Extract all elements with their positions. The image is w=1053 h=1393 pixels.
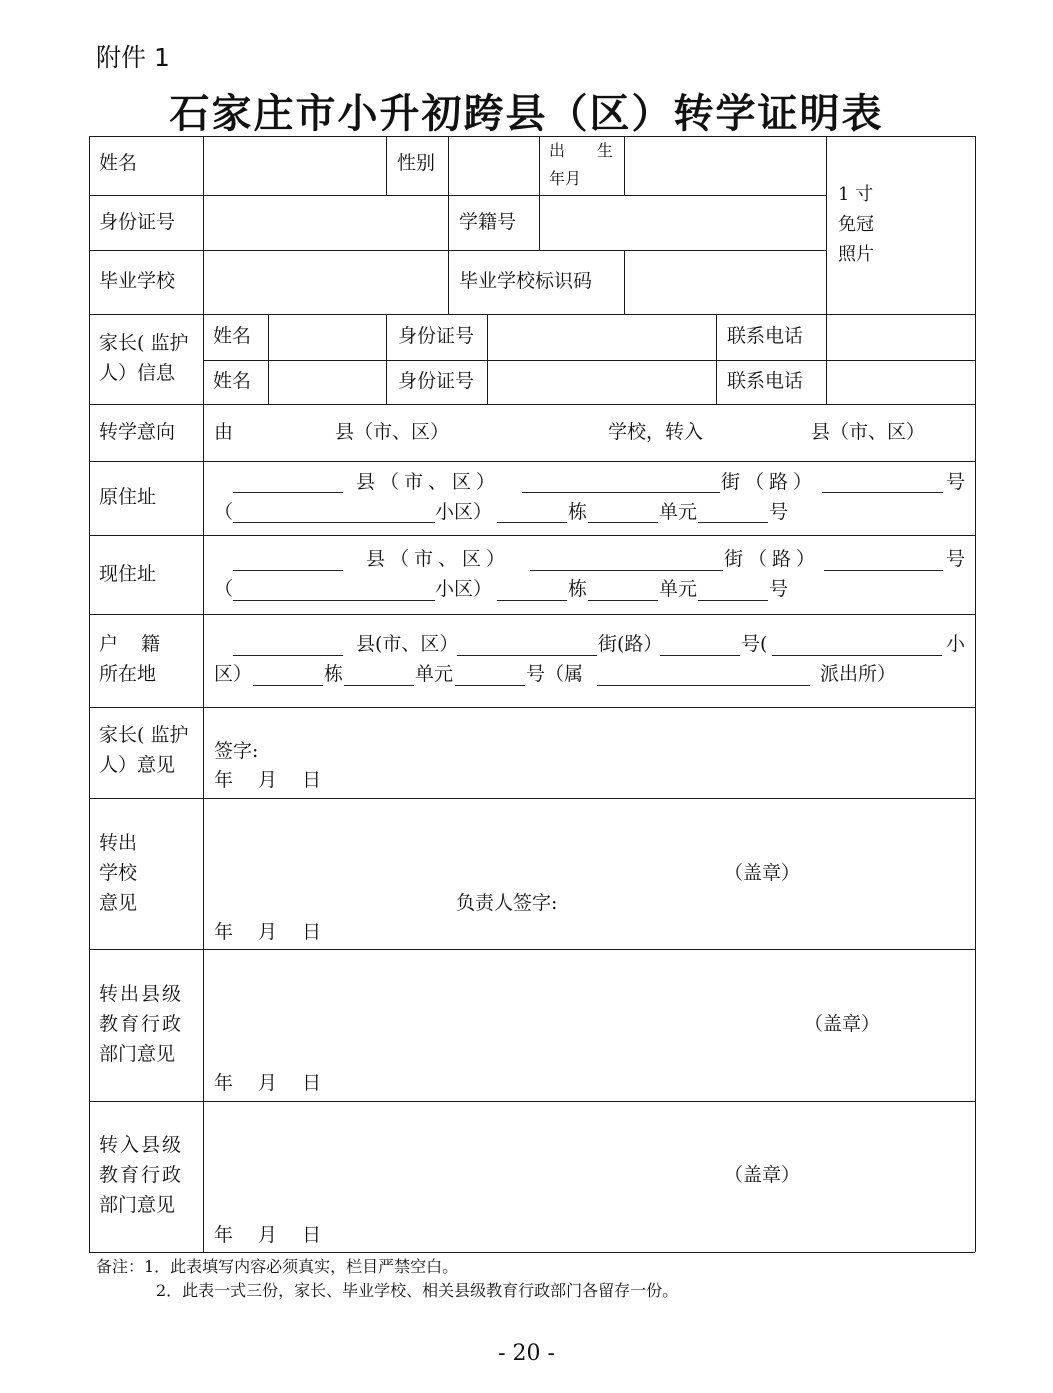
household-unit-text: 单元 xyxy=(415,663,454,685)
col-divider xyxy=(268,314,269,404)
in-county-stamp-text: （盖章） xyxy=(724,1164,801,1186)
id-number-label: 身份证号 xyxy=(99,211,176,233)
household-community-text-1: 小 xyxy=(946,633,966,655)
original-number-text: 号 xyxy=(946,471,966,493)
birth-label-line1: 出 生 xyxy=(549,141,614,160)
table-border-bottom xyxy=(89,1252,975,1253)
row-divider xyxy=(89,250,826,251)
current-community-text: 小区） xyxy=(435,578,493,600)
guardian-opinion-label-line2: 人）意见 xyxy=(99,754,176,776)
col-divider xyxy=(448,136,449,314)
current-unit-text: 单元 xyxy=(659,578,698,600)
guardian-signature-text: 签字: xyxy=(214,740,259,762)
household-street-text: 街(路） xyxy=(598,633,663,655)
guardian-info-label-line2: 人）信息 xyxy=(99,362,176,384)
birth-label-line2: 年月 xyxy=(549,169,582,188)
household-label-line1: 户 籍 xyxy=(99,633,163,655)
transfer-from-text: 由 xyxy=(214,421,234,443)
guardian1-id-label: 身份证号 xyxy=(398,325,475,347)
transfer-from-county-field[interactable] xyxy=(238,410,330,450)
col-divider xyxy=(716,314,717,404)
guardian1-phone-label: 联系电话 xyxy=(727,325,804,347)
original-unit-field[interactable] xyxy=(588,522,658,523)
guardian2-phone-label: 联系电话 xyxy=(727,370,804,392)
current-county-field[interactable] xyxy=(233,570,343,571)
form-title: 石家庄市小升初跨县（区）转学证明表 xyxy=(169,90,884,137)
household-number-field[interactable] xyxy=(660,655,740,656)
photo-label-line1: 1 寸 xyxy=(838,184,874,205)
graduation-school-label: 毕业学校 xyxy=(99,270,176,292)
current-street-text: 街（路） xyxy=(724,548,821,570)
original-building-field[interactable] xyxy=(497,522,567,523)
page-number: - 20 - xyxy=(498,1341,555,1366)
current-address-label: 现住址 xyxy=(99,563,157,585)
guardian1-name-field[interactable] xyxy=(270,316,385,359)
row-divider xyxy=(89,798,975,799)
row-divider xyxy=(89,535,975,536)
current-building-text: 栋 xyxy=(568,578,588,600)
current-open-paren: （ xyxy=(214,578,234,600)
guardian2-name-label: 姓名 xyxy=(213,370,252,392)
household-street-field[interactable] xyxy=(457,655,597,656)
photo-label-line2: 免冠 xyxy=(838,214,874,235)
col-divider xyxy=(826,314,827,404)
label-column-divider xyxy=(203,136,204,1252)
note-line-2: 2．此表一式三份，家长、毕业学校、相关县级教育行政部门各留存一份。 xyxy=(156,1281,679,1300)
col-divider xyxy=(624,250,625,314)
current-county-text: 县（市、区） xyxy=(366,548,511,570)
current-number-text: 号 xyxy=(946,548,966,570)
guardian-opinion-label-line1: 家长( 监护 xyxy=(99,724,189,746)
in-county-label-line1: 转入县级 xyxy=(99,1134,184,1156)
in-county-date-text: 年 月 日 xyxy=(214,1224,322,1246)
row-divider xyxy=(89,195,826,196)
original-community-text: 小区） xyxy=(435,501,493,523)
original-address-label: 原住址 xyxy=(99,486,157,508)
guardian2-id-field[interactable] xyxy=(489,362,715,403)
birth-date-field[interactable] xyxy=(626,138,825,194)
household-county-text: 县(市、区） xyxy=(356,633,459,655)
transfer-from-school-field[interactable] xyxy=(460,410,600,450)
original-street-field[interactable] xyxy=(522,492,720,493)
current-room-text: 号 xyxy=(769,578,789,600)
col-divider xyxy=(539,136,540,250)
graduation-school-code-field[interactable] xyxy=(626,252,825,313)
out-school-signature-text: 负责人签字: xyxy=(456,892,558,914)
row-divider xyxy=(89,707,975,708)
in-county-label-line3: 部门意见 xyxy=(99,1194,176,1216)
guardian2-phone-field[interactable] xyxy=(828,362,974,403)
attachment-label: 附件 1 xyxy=(96,43,170,72)
guardian1-id-field[interactable] xyxy=(489,316,715,359)
row-divider xyxy=(89,1101,975,1102)
out-county-stamp-text: （盖章） xyxy=(804,1013,881,1035)
transfer-county1-text: 县（市、区） xyxy=(335,421,450,443)
household-police-field[interactable] xyxy=(597,685,810,686)
guardian2-id-label: 身份证号 xyxy=(398,370,475,392)
name-label: 姓名 xyxy=(99,152,138,174)
transfer-to-county-field[interactable] xyxy=(712,410,807,450)
in-county-label-line2: 教育行政 xyxy=(99,1164,184,1186)
household-label-line2: 所在地 xyxy=(99,663,157,685)
table-border-left xyxy=(89,136,90,1252)
out-county-label-line1: 转出县级 xyxy=(99,983,184,1005)
original-unit-text: 单元 xyxy=(659,501,698,523)
transfer-school-to-text: 学校，转入 xyxy=(608,421,704,443)
row-divider xyxy=(89,614,975,615)
col-divider xyxy=(624,136,625,195)
original-open-paren: （ xyxy=(214,501,234,523)
guardian1-name-label: 姓名 xyxy=(213,325,252,347)
current-community-field[interactable] xyxy=(233,600,435,601)
row-divider xyxy=(89,461,975,462)
household-county-field[interactable] xyxy=(233,655,343,656)
name-field[interactable] xyxy=(205,138,385,194)
out-school-label-line1: 转出 xyxy=(99,832,138,854)
out-school-label-line3: 意见 xyxy=(99,892,138,914)
id-number-field[interactable] xyxy=(205,197,447,249)
original-community-field[interactable] xyxy=(233,522,435,523)
original-county-text: 县（市、区） xyxy=(356,471,501,493)
col-divider xyxy=(826,136,827,314)
row-divider xyxy=(89,314,975,315)
household-community-field[interactable] xyxy=(772,655,942,656)
out-school-stamp-text: （盖章） xyxy=(724,862,801,884)
gender-field[interactable] xyxy=(450,138,538,194)
table-border-top xyxy=(89,136,975,137)
out-county-date-text: 年 月 日 xyxy=(214,1072,322,1094)
student-number-field[interactable] xyxy=(541,197,825,249)
household-community-text-2: 区） xyxy=(214,663,253,685)
guardian1-phone-field[interactable] xyxy=(828,316,974,359)
household-building-text: 栋 xyxy=(324,663,344,685)
original-street-text: 街（路） xyxy=(721,471,818,493)
gender-label: 性别 xyxy=(397,152,436,174)
household-room-text: 号（属 xyxy=(526,663,584,685)
out-school-label-line2: 学校 xyxy=(99,862,138,884)
guardian-date-text: 年 月 日 xyxy=(214,769,322,791)
household-unit-field[interactable] xyxy=(344,685,414,686)
note-line-1: 备注：1．此表填写内容必须真实，栏目严禁空白。 xyxy=(96,1257,459,1276)
current-street-field[interactable] xyxy=(530,570,723,571)
out-school-date-text: 年 月 日 xyxy=(214,921,322,943)
guardian-info-label-line1: 家长( 监护 xyxy=(99,332,189,354)
transfer-county2-text: 县（市、区） xyxy=(811,421,926,443)
col-divider xyxy=(386,136,387,195)
current-building-field[interactable] xyxy=(497,600,567,601)
photo-box[interactable] xyxy=(828,138,974,313)
household-police-text: 派出所） xyxy=(820,663,897,685)
current-unit-field[interactable] xyxy=(588,600,658,601)
out-county-label-line3: 部门意见 xyxy=(99,1043,176,1065)
current-room-field[interactable] xyxy=(698,600,768,601)
row-divider xyxy=(89,949,975,950)
student-number-label: 学籍号 xyxy=(459,211,517,233)
guardian2-name-field[interactable] xyxy=(270,362,385,403)
transfer-intent-label: 转学意向 xyxy=(99,421,176,443)
current-number-field[interactable] xyxy=(824,570,943,571)
row-divider xyxy=(89,404,975,405)
photo-label-line3: 照片 xyxy=(838,244,874,265)
col-divider xyxy=(386,314,387,404)
original-room-field[interactable] xyxy=(698,522,768,523)
col-divider xyxy=(487,314,488,404)
table-border-right xyxy=(975,136,976,1252)
household-number-text: 号( xyxy=(741,633,768,655)
row-divider xyxy=(203,360,975,361)
original-county-field[interactable] xyxy=(233,492,343,493)
original-building-text: 栋 xyxy=(568,501,588,523)
household-room-field[interactable] xyxy=(455,685,525,686)
graduation-school-field[interactable] xyxy=(205,252,447,313)
household-building-field[interactable] xyxy=(253,685,323,686)
out-county-label-line2: 教育行政 xyxy=(99,1013,184,1035)
graduation-school-code-label: 毕业学校标识码 xyxy=(459,270,593,292)
original-number-field[interactable] xyxy=(822,492,943,493)
original-room-text: 号 xyxy=(769,501,789,523)
